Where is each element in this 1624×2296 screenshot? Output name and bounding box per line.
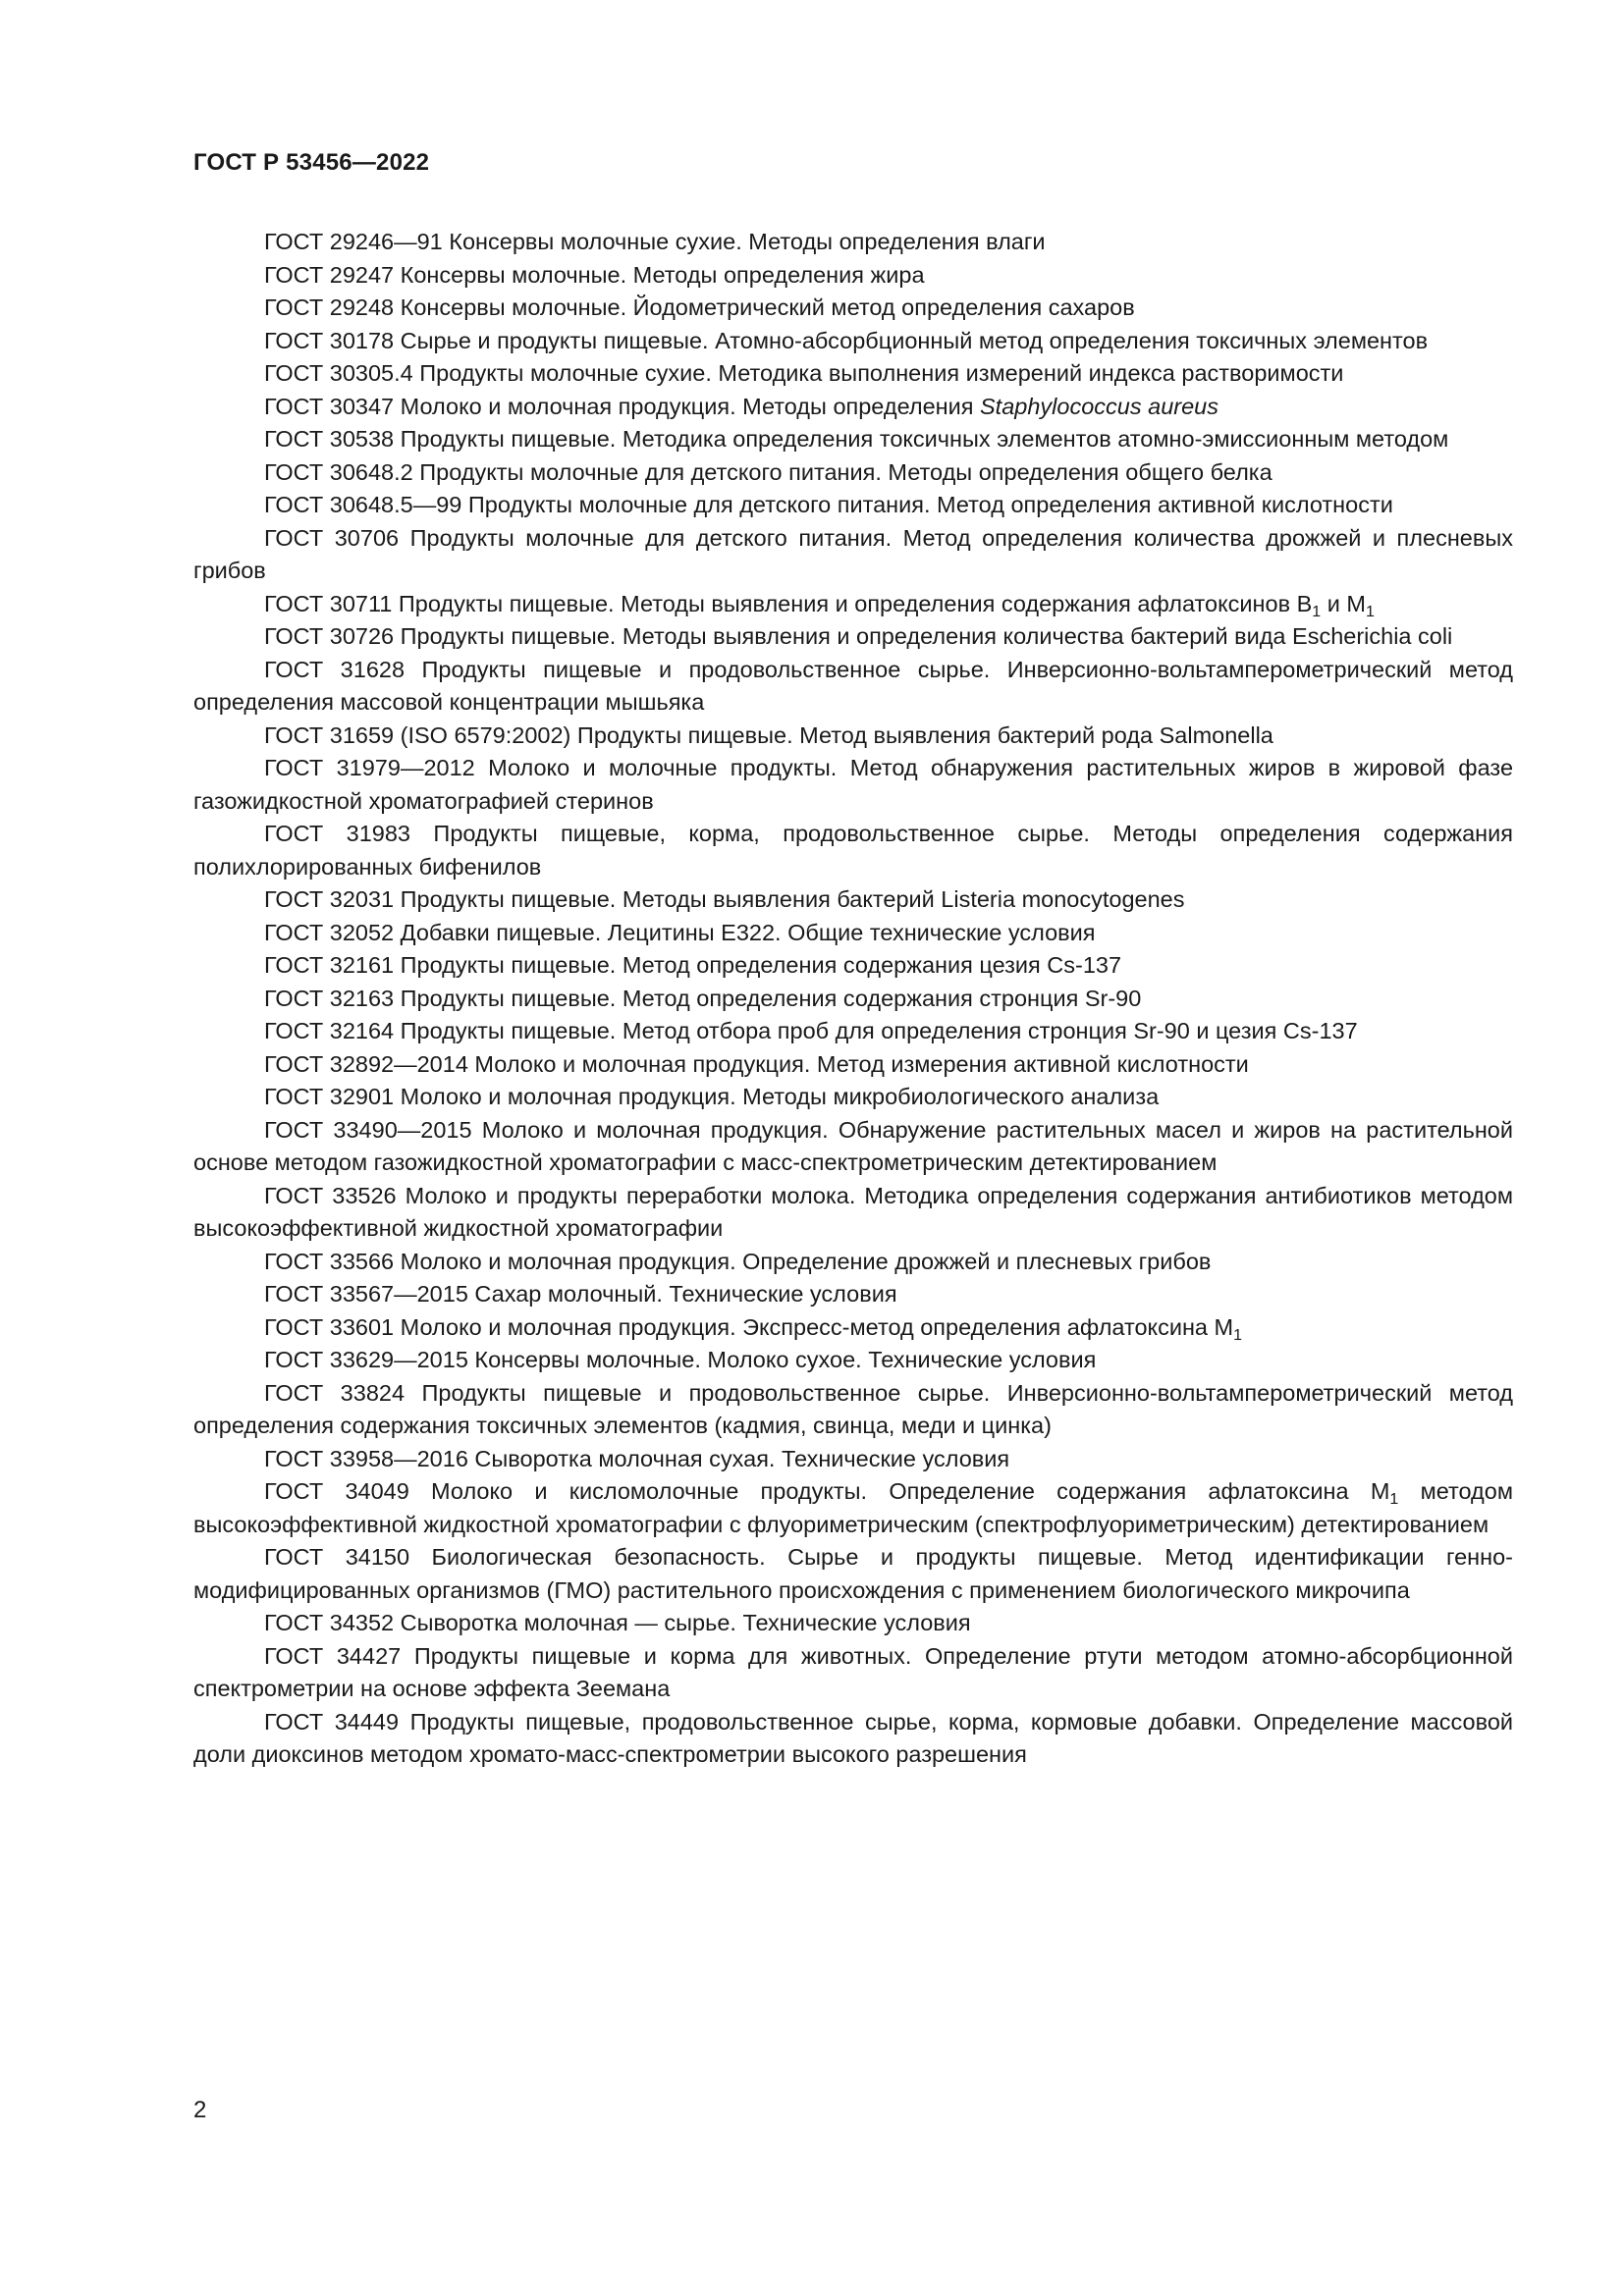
reference-item: ГОСТ 33958—2016 Сыворотка молочная сухая. Технические условия xyxy=(264,1445,1010,1471)
reference-item: ГОСТ 31628 Продукты пищевые и продовольственное сырье. Инверсионно-вольтамперометрический метод определения массовой концентрации мышьяка xyxy=(193,656,1514,715)
reference-item: ГОСТ 32031 Продукты пищевые. Методы выявления бактерий Listeria monocytogenes xyxy=(264,886,1185,912)
reference-item: ГОСТ 30178 Сырье и продукты пищевые. Атомно-абсорбционный метод определения токсичных элементов xyxy=(264,327,1429,353)
reference-item: ГОСТ 32164 Продукты пищевые. Метод отбора проб для определения стронция Sr-90 и цезия Cs-137 xyxy=(264,1018,1358,1043)
reference-item: ГОСТ 31659 (ISO 6579:2002) Продукты пищевые. Метод выявления бактерий рода Salmonella xyxy=(264,721,1273,748)
reference-item: ГОСТ 33824 Продукты пищевые и продовольственное сырье. Инверсионно-вольтамперометрический метод определения содержания токсичных элементов (кадмия, свинца, меди и цинка) xyxy=(193,1379,1514,1438)
reference-item: ГОСТ 34449 Продукты пищевые, продовольственное сырье, корма, кормовые добавки. Определение массовой доли диоксинов методом хромато-масс-спектрометрии высокого разрешения xyxy=(193,1708,1514,1767)
reference-item: ГОСТ 34427 Продукты пищевые и корма для животных. Определение ртути методом атомно-абсорбционной спектрометрии на основе эффекта Зеемана xyxy=(193,1642,1514,1701)
reference-item: ГОСТ 33526 Молоко и продукты переработки молока. Методика определения содержания антибиотиков методом высокоэффективной жидкостной хроматографии xyxy=(193,1182,1514,1241)
reference-item: ГОСТ 30711 Продукты пищевые. Методы выявления и определения содержания афлатоксинов $В_1$ и $М_1$ xyxy=(264,590,1375,620)
reference-item: ГОСТ 29247 Консервы молочные. Методы определения жира xyxy=(264,261,925,288)
reference-item: ГОСТ 33566 Молоко и молочная продукция. Определение дрожжей и плесневых грибов xyxy=(264,1248,1212,1274)
reference-item: ГОСТ 34352 Сыворотка молочная — сырье. Технические условия xyxy=(264,1610,971,1635)
normative-references-list xyxy=(193,226,1513,1772)
reference-item: ГОСТ 29248 Консервы молочные. Йодометрический метод определения сахаров xyxy=(264,294,1135,320)
reference-item: ГОСТ 34049 Молоко и кисломолочные продукты. Определение содержания афлатоксина $М_1$ методом высокоэффективной жидкостной хроматографии с флуориметрическим (спектрофлуориметрическим) детектированием xyxy=(193,1478,1513,1537)
reference-item: ГОСТ 30347 Молоко и молочная продукция. Методы определения Staphylococcus aureus xyxy=(264,393,1218,419)
reference-item: ГОСТ 30538 Продукты пищевые. Методика определения токсичных элементов атомно-эмиссионным методом xyxy=(264,426,1449,452)
reference-item: ГОСТ 30648.2 Продукты молочные для детского питания. Методы определения общего белка xyxy=(264,458,1272,485)
reference-item: ГОСТ 30706 Продукты молочные для детского питания. Метод определения количества дрожжей и плесневых грибов xyxy=(193,524,1513,583)
reference-item: ГОСТ 33601 Молоко и молочная продукция. Экспресс-метод определения афлатоксина $М_1$ xyxy=(264,1313,1243,1344)
reference-item: ГОСТ 33490—2015 Молоко и молочная продукция. Обнаружение растительных масел и жиров на растительной основе методом газожидкостной хроматографии с масс-спектрометрическим детектированием xyxy=(193,1116,1513,1175)
reference-item: ГОСТ 32163 Продукты пищевые. Метод определения содержания стронция Sr-90 xyxy=(264,985,1142,1011)
reference-item: ГОСТ 32892—2014 Молоко и молочная продукция. Метод измерения активной кислотности xyxy=(264,1050,1249,1077)
reference-item: ГОСТ 33629—2015 Консервы молочные. Молоко сухое. Технические условия xyxy=(264,1347,1097,1372)
species-name: Staphylococcus aureus xyxy=(980,393,1218,419)
reference-item: ГОСТ 32161 Продукты пищевые. Метод определения содержания цезия Cs-137 xyxy=(264,952,1122,978)
reference-item: ГОСТ 31979—2012 Молоко и молочные продукты. Метод обнаружения растительных жиров в жировой фазе газожидкостной хроматографией стеринов xyxy=(193,755,1514,814)
reference-item: ГОСТ 32052 Добавки пищевые. Лецитины Е322. Общие технические условия xyxy=(264,919,1096,945)
document-header: ГОСТ Р 53456—2022 xyxy=(193,149,430,176)
reference-item: ГОСТ 30726 Продукты пищевые. Методы выявления и определения количества бактерий вида Escherichia coli xyxy=(264,623,1453,649)
reference-item: ГОСТ 31983 Продукты пищевые, корма, продовольственное сырье. Методы определения содержания полихлорированных бифенилов xyxy=(193,821,1514,880)
reference-item: ГОСТ 32901 Молоко и молочная продукция. Методы микробиологического анализа xyxy=(264,1084,1160,1109)
reference-item: ГОСТ 29246—91 Консервы молочные сухие. Методы определения влаги xyxy=(264,229,1046,254)
reference-item: ГОСТ 34150 Биологическая безопасность. Сырье и продукты пищевые. Метод идентификации генно-модифицированных организмов (ГМО) растительного происхождения с применением биологического микрочипа xyxy=(193,1544,1513,1603)
reference-item: ГОСТ 33567—2015 Сахар молочный. Технические условия xyxy=(264,1281,897,1307)
reference-item: ГОСТ 30305.4 Продукты молочные сухие. Методика выполнения измерений индекса растворимости xyxy=(264,360,1344,386)
reference-item: ГОСТ 30648.5—99 Продукты молочные для детского питания. Метод определения активной кислотности xyxy=(264,492,1393,517)
page-number: 2 xyxy=(193,2097,207,2123)
